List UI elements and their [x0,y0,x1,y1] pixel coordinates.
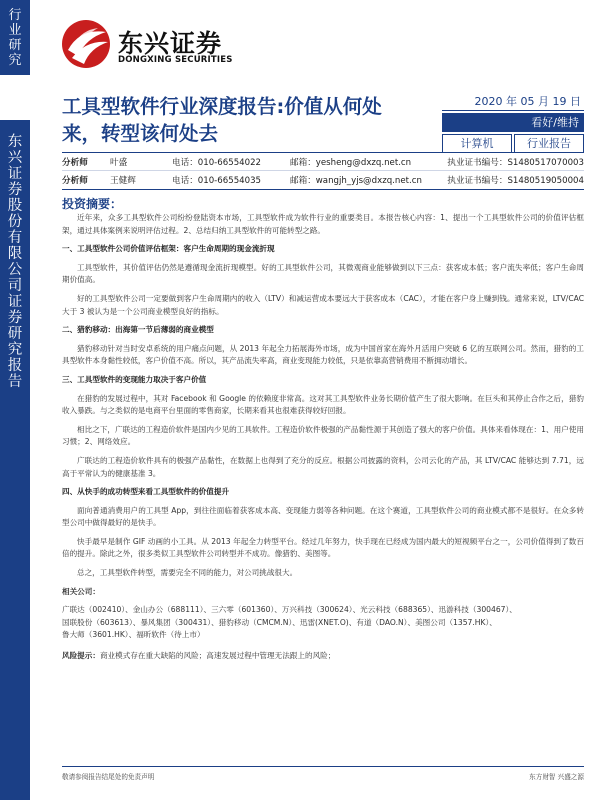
left-sidebar [0,0,30,800]
company-logo [60,18,260,70]
page-footer [62,766,584,781]
paragraph: 面向普通消费用户的工具型 App，到往往面临着获客成本高、变现能力弱等各种问题。在这个赛道，工具型软件公司的商业模式都不是很好。在众多转型公司中做得最好的是快手。 [62,505,584,528]
section-heading-3: 三、工具型软件的变现能力取决于客户价值 [62,374,207,384]
section-heading-2: 二、猎豹移动：出海第一节后薄弱的商业模型 [62,325,214,335]
category-type: 行业报告 [514,134,584,153]
related-companies [62,586,584,642]
sidebar-company-band [0,120,30,800]
report-date: 2020 年 05 月 19 日 [442,93,584,111]
sidebar-gap [0,77,30,120]
report-categories [442,134,584,153]
analyst-name: 王健辉 [110,176,136,186]
analyst-role: 分析师 [62,157,88,168]
risk-warning [62,650,584,663]
summary-heading: 投资摘要： [62,197,123,211]
sidebar-company: 东兴证券股份有限公司证券研究报告 [7,134,23,390]
paragraph: 好的工具型软件公司一定要做到客户生命周期内的收入（LTV）和减运营成本要远大于获客成本（CAC），才能在客户身上赚到钱。通常来说，LTV/CAC 大于 3 被认为是一个公司商业模型良好的指标。 [62,293,584,316]
footer-disclaimer: 敬请参阅报告结尾处的免责声明 [62,773,155,781]
logo-name-en: DONGXING SECURITIES [118,55,233,65]
paragraph: 在猎豹的发展过程中，其对 Facebook 和 Google 的依赖度非常高。这对其工具型软件业务长期价值产生了很大影响。在巨头和其停止合作之后，猎豹收入暴跌。与之类似的是电商平台里面的零售商家，长期来看其也很难获得较好回报。 [62,393,584,416]
dongxing-logo-icon [60,18,112,70]
related-companies-line: 鲁大师（3601.HK）、福昕软件（待上市） [62,630,205,640]
logo-name-cn: 东兴证券 [118,29,223,58]
report-meta [442,93,584,153]
analyst-email: 邮箱：yesheng@dxzq.net.cn [290,157,412,168]
related-companies-line: 国联股份（603613）、暴风集团（300431）、猎豹移动（CMCM.N）、迅雷(XNET.O)、有道（DAO.N）、美图公司（1357.HK）、 [62,617,497,627]
footer-slogan: 东方财智 兴盛之源 [529,773,584,781]
intro-paragraph: 近年来，众多工具型软件公司纷纷登陆资本市场，工具型软件成为软件行业的重要类目。本报告核心内容：1、提出一个工具型软件公司的价值评估框架，通过具体案例来说明评估过程。2、总结归纳工具型软件的可能转型之路。 [62,213,584,235]
summary-body [62,212,584,663]
analyst-row [62,171,584,190]
paragraph: 猎豹移动针对当时安卓系统的用户痛点问题，从 2013 年起全力拓展海外市场，成为中国首家在海外月活用户突破 6 亿的互联网公司。然而，猎豹的工具型软件本身黏性较低，客户价值不高。所以，其产品流失率高，商业变现能力较低，只是依靠高营销费用不断拥动增长。 [62,343,584,366]
analyst-phone: 电话：010-66554035 [172,176,262,186]
paragraph: 快手最早是制作 GIF 动画的小工具。从 2013 年起全力转型平台。经过几年努力，快手现在已经成为国内最大的短视频平台之一，公司价值得到了数百倍的提升。除此之外，很多类似工具型软件公司转型并不成功。像猎豹、美图等。 [62,536,584,559]
analyst-table [62,152,584,190]
paragraph: 广联达的工程造价软件具有的极强产品黏性，在数据上也得到了充分的反应。根据公司披露的资料，公司云化的产品，其 LTV/CAC 能够达到 7.71，远高于平常认为的健康基准 3。 [62,455,584,478]
sidebar-category: 行业研究 [8,8,22,68]
paragraph: 工具型软件，其价值评估仍然是遵循现金流折现模型。好的工具型软件公司，其微观商业能够做到以下三点：获客成本低；客户流失率低；客户生命周期价值高。 [62,262,584,285]
paragraph: 总之，工具型软件转型，需要完全不同的能力，对公司挑战很大。 [77,568,298,578]
paragraph: 相比之下，广联达的工程造价软件是国内少见的工具软件。工程造价软件极强的产品黏性源于其创造了强大的客户价值。具体来看体现在：1、用户使用习惯；2、网络效应。 [62,424,584,447]
section-heading-4: 四、从快手的成功转型来看工具型软件的价值提升 [62,487,230,497]
analyst-email: 邮箱：wangjh_yjs@dxzq.net.cn [290,176,422,186]
section-heading-1: 一、工具型软件公司价值评估框架：客户生命周期的现金流折现 [62,244,275,254]
analyst-row [62,152,584,171]
analyst-name: 叶盛 [110,157,128,168]
risk-text: 商业模式存在重大缺陷的风险；高速发展过程中管理无法跟上的风险； [99,651,336,661]
related-companies-line: 广联达（002410）、金山办公（688111）、三六零（601360）、万兴科技（300624）、光云科技（688365）、迅游科技（300467）、 [62,605,517,615]
category-industry: 计算机 [442,134,512,153]
analyst-phone: 电话：010-66554022 [172,157,262,168]
sidebar-category-band [0,0,30,75]
analyst-role: 分析师 [62,176,88,186]
related-companies-heading: 相关公司： [62,586,100,596]
report-rating: 看好/维持 [442,113,584,132]
risk-label: 风险提示： [62,651,100,661]
analyst-license: 执业证书编号：S1480517070003 [447,157,584,168]
report-title: 工具型软件行业深度报告:价值从何处来，转型该何处去 [62,95,382,145]
analyst-license: 执业证书编号：S1480519050004 [447,176,584,186]
